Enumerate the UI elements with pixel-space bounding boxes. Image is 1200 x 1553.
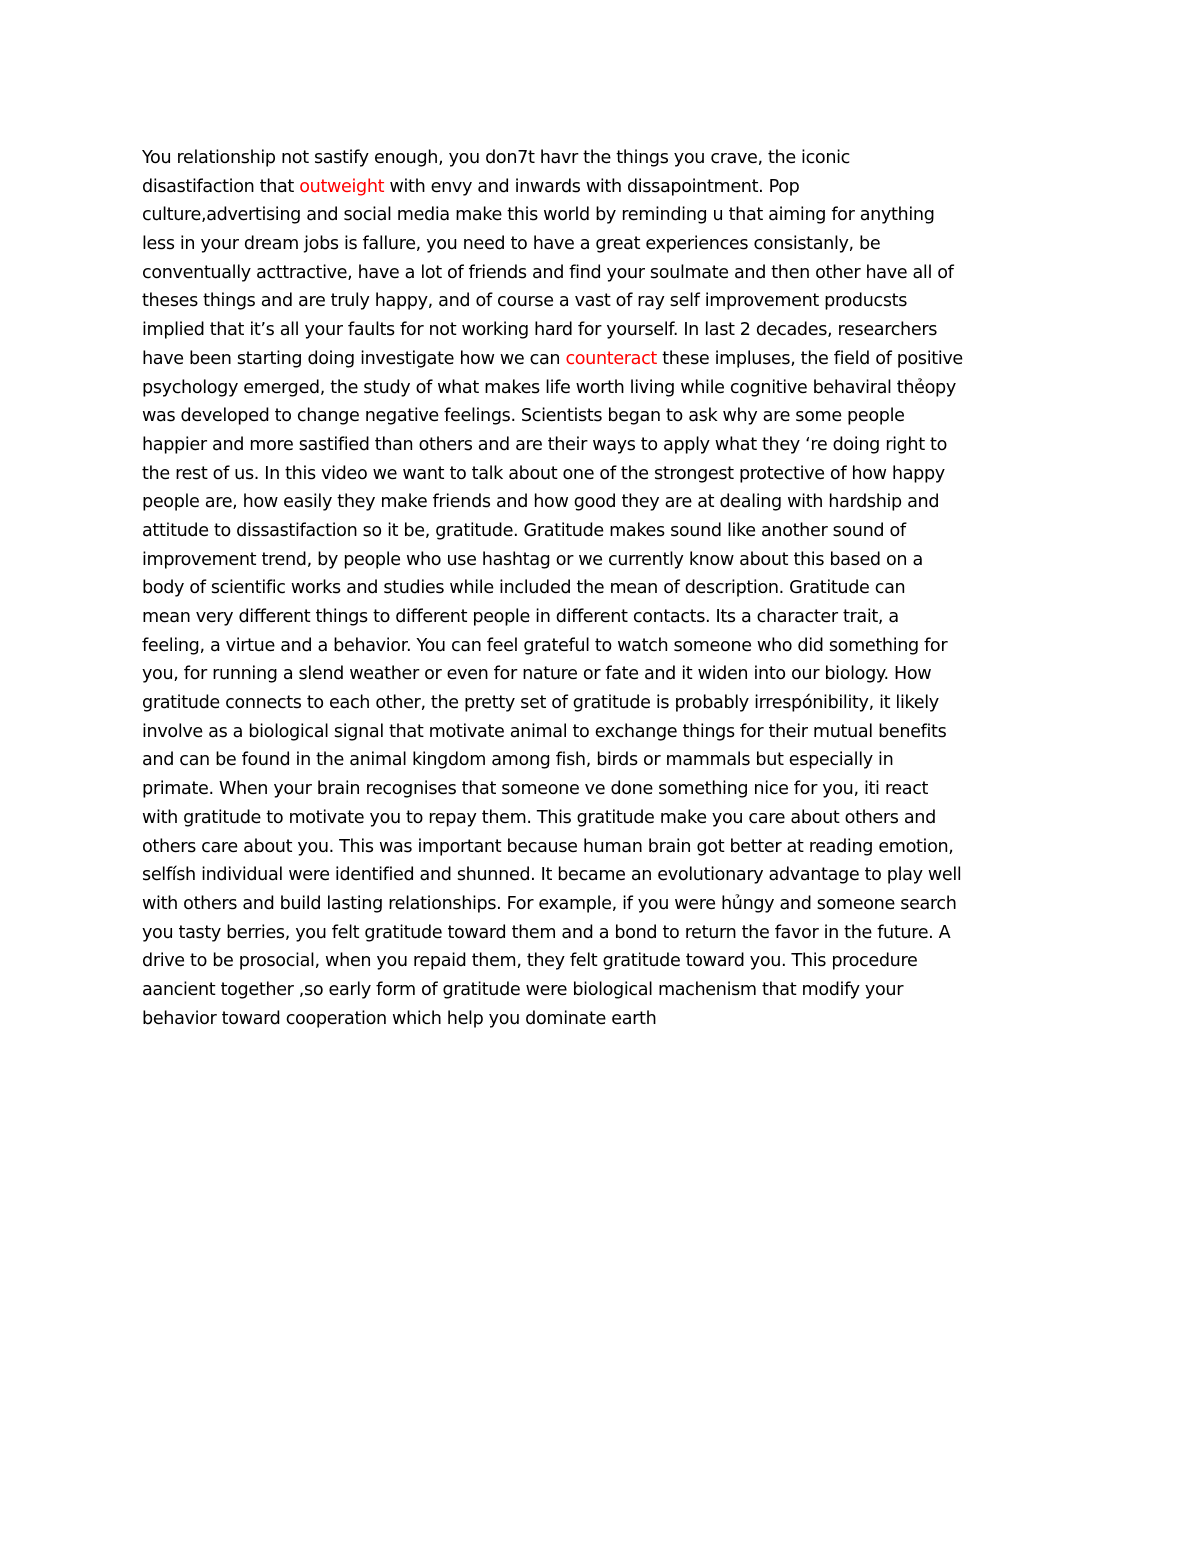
text-segment: aancient together ,so early form of gratitude were biological machenism that modify your — [142, 979, 904, 1000]
text-segment: drive to be prosocial, when you repaid them, they felt gratitude toward you. This procedure — [142, 951, 918, 972]
text-line — [142, 689, 1062, 718]
text-segment: with others and build lasting relationships. For example, if you were hủngy and someone search — [142, 893, 957, 914]
text-segment: you, for running a slend weather or even for nature or fate and it widen into our biology. How — [142, 664, 932, 685]
text-segment: with envy and inwards with dissapointment. Pop — [384, 176, 800, 197]
text-line — [142, 746, 1062, 775]
text-line — [142, 718, 1062, 747]
text-line — [142, 374, 1062, 403]
text-line — [142, 976, 1062, 1005]
text-segment: you tasty berries, you felt gratitude toward them and a bond to return the favor in the future. A — [142, 922, 951, 943]
text-line — [142, 546, 1062, 575]
text-segment: gratitude connects to each other, the pretty set of gratitude is probably irrespónibility, it likely — [142, 693, 939, 714]
text-line — [142, 890, 1062, 919]
text-line — [142, 1005, 1062, 1034]
text-segment: feeling, a virtue and a behavior. You can feel grateful to watch someone who did something for — [142, 635, 948, 656]
text-line — [142, 861, 1062, 890]
text-segment: body of scientific works and studies while included the mean of description. Gratitude can — [142, 578, 906, 599]
text-line — [142, 919, 1062, 948]
text-segment: culture,advertising and social media make this world by reminding u that aiming for anything — [142, 205, 935, 226]
text-segment: mean very different things to different people in different contacts. Its a character trait, a — [142, 607, 899, 627]
text-segment: theses things and are truly happy, and of course a vast of ray self improvement producsts — [142, 291, 908, 312]
text-segment: and can be found in the animal kingdom among fish, birds or mammals but especially in — [142, 750, 894, 771]
text-segment: less in your dream jobs is fallure, you need to have a great experiences consistanly, be — [142, 234, 881, 255]
text-line — [142, 230, 1062, 259]
text-segment: involve as a biological signal that motivate animal to exchange things for their mutual benefits — [142, 721, 947, 742]
text-segment: disastifaction that — [142, 176, 300, 197]
text-segment: primate. When your brain recognises that someone ve done something nice for you, iti react — [142, 779, 929, 800]
text-line — [142, 402, 1062, 431]
text-segment: these impluses, the field of positive — [657, 348, 963, 369]
text-line — [142, 431, 1062, 460]
text-segment: happier and more sastified than others and are their ways to apply what they ‘re doing right to — [142, 434, 947, 455]
text-segment: people are, how easily they make friends and how good they are at dealing with hardship and — [142, 492, 940, 513]
text-segment: implied that it’s all your faults for not working hard for yourself. In last 2 decades, researchers — [142, 320, 938, 341]
text-line — [142, 345, 1062, 374]
text-line — [142, 947, 1062, 976]
text-segment: have been starting doing investigate how we can — [142, 348, 566, 369]
text-line — [142, 775, 1062, 804]
text-line — [142, 173, 1062, 202]
text-line — [142, 517, 1062, 546]
text-line — [142, 804, 1062, 833]
highlighted-word: counteract — [565, 348, 657, 369]
text-segment: psychology emerged, the study of what makes life worth living while cognitive behaviral thẻopy — [142, 377, 956, 398]
text-segment: You relationship not sastify enough, you don7t havr the things you crave, the iconic — [142, 148, 850, 168]
text-line — [142, 660, 1062, 689]
text-segment: selfísh individual were identified and shunned. It became an evolutionary advantage to play well — [142, 865, 962, 886]
text-segment: behavior toward cooperation which help you dominate earth — [142, 1008, 657, 1029]
text-segment: improvement trend, by people who use hashtag or we currently know about this based on a — [142, 549, 923, 570]
text-line — [142, 259, 1062, 288]
text-segment: the rest of us. In this video we want to talk about one of the strongest protective of how happy — [142, 463, 945, 484]
text-segment: conventually acttractive, have a lot of friends and find your soulmate and then other have all of — [142, 262, 954, 283]
text-segment: attitude to dissastifaction so it be, gratitude. Gratitude makes sound like another sound of — [142, 520, 906, 541]
text-line — [142, 574, 1062, 603]
text-segment: others care about you. This was important because human brain got better at reading emotion, — [142, 836, 954, 857]
text-line — [142, 316, 1062, 345]
text-line — [142, 488, 1062, 517]
text-line — [142, 287, 1062, 316]
highlighted-word: outweight — [299, 176, 385, 197]
text-line — [142, 460, 1062, 489]
text-line — [142, 201, 1062, 230]
text-line — [142, 632, 1062, 661]
text-segment: was developed to change negative feelings. Scientists began to ask why are some people — [142, 406, 905, 427]
text-line — [142, 144, 1062, 173]
text-segment: with gratitude to motivate you to repay them. This gratitude make you care about others and — [142, 807, 936, 828]
text-line — [142, 603, 1062, 632]
document-body — [142, 144, 1062, 1033]
text-line — [142, 833, 1062, 862]
